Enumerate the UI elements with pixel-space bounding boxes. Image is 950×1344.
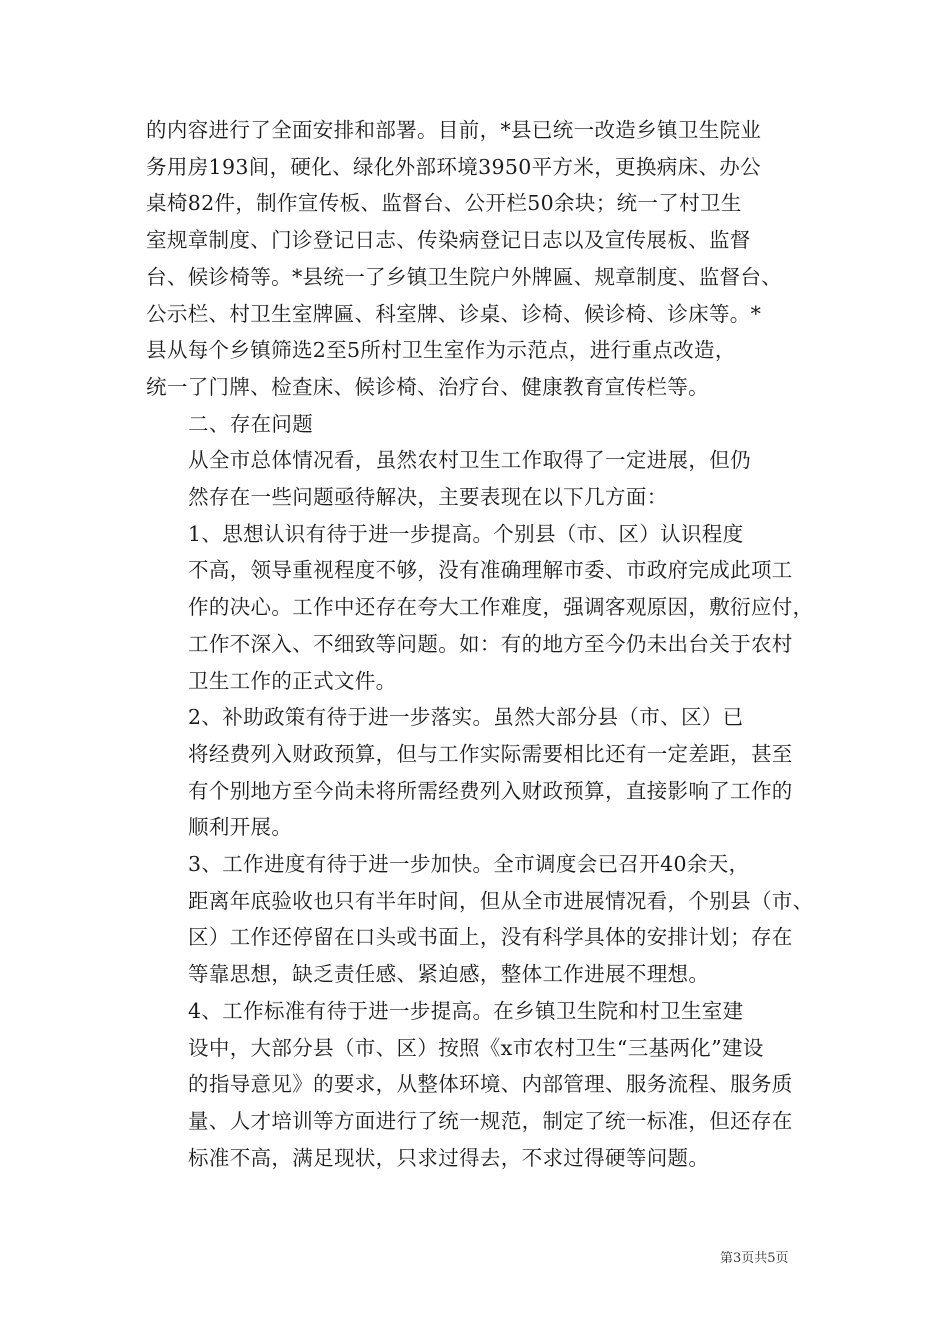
- text-line: 4、工作标准有待于进一步提高。在乡镇卫生院和村卫生室建: [188, 998, 744, 1023]
- text-line: 2、补助政策有待于进一步落实。虽然大部分县（市、区）已: [188, 705, 744, 730]
- text-line: 距离年底验收也只有半年时间，但从全市进展情况看，个别县（市、: [188, 888, 814, 913]
- text-line: 不高，领导重视程度不够，没有准确理解市委、市政府完成此项工: [188, 558, 793, 583]
- text-line: 卫生工作的正式文件。: [188, 668, 397, 693]
- text-line: 室规章制度、门诊登记日志、传染病登记日志以及宣传展板、监督: [146, 228, 751, 253]
- text-line: 二、存在问题: [188, 411, 314, 436]
- text-line: 区）工作还停留在口头或书面上，没有科学具体的安排计划；存在: [188, 925, 793, 950]
- text-line: 顺利开展。: [188, 815, 293, 840]
- text-line: 台、候诊椅等。*县统一了乡镇卫生院户外牌匾、规章制度、监督台、: [146, 264, 783, 289]
- page-footer: 第3页共5页: [720, 1251, 789, 1266]
- text-line: 有个别地方至今尚未将所需经费列入财政预算，直接影响了工作的: [188, 778, 793, 803]
- text-line: 从全市总体情况看，虽然农村卫生工作取得了一定进展，但仍: [188, 448, 751, 473]
- text-line: 的指导意见》的要求，从整体环境、内部管理、服务流程、服务质: [188, 1072, 793, 1097]
- paragraph: [146, 699, 806, 846]
- text-line: 的内容进行了全面安排和部署。目前，*县已统一改造乡镇卫生院业: [146, 118, 762, 142]
- paragraph: [146, 112, 806, 406]
- text-line: 作的决心。工作中还存在夸大工作难度，强调客观原因，敷衍应付，: [188, 595, 814, 620]
- paragraph: [146, 442, 806, 515]
- text-line: 统一了门牌、检查床、候诊椅、治疗台、健康教育宣传栏等。: [146, 374, 709, 399]
- text-line: 标准不高，满足现状，只求过得去，不求过得硬等问题。: [188, 1145, 710, 1170]
- paragraph: [146, 516, 814, 700]
- text-line: 务用房193间，硬化、绿化外部环境3950平方米，更换病床、办公: [146, 154, 761, 179]
- paragraph: [146, 846, 814, 993]
- paragraph: [146, 993, 806, 1177]
- text-line: 桌椅82件，制作宣传板、监督台、公开栏50余块；统一了村卫生: [146, 191, 742, 216]
- text-line: 公示栏、村卫生室牌匾、科室牌、诊桌、诊椅、候诊椅、诊床等。*: [146, 301, 762, 326]
- text-line: 量、人才培训等方面进行了统一规范，制定了统一标准，但还存在: [188, 1108, 793, 1133]
- text-line: 3、工作进度有待于进一步加快。全市调度会已召开40余天，: [188, 852, 750, 877]
- paragraph: [146, 406, 806, 443]
- text-line: 设中，大部分县（市、区）按照《x市农村卫生“三基两化”建设: [188, 1035, 764, 1060]
- text-line: 等靠思想，缺乏责任感、紧迫感，整体工作进展不理想。: [188, 962, 710, 987]
- document-body: [146, 112, 814, 1176]
- text-line: 工作不深入、不细致等问题。如：有的地方至今仍未出台关于农村: [188, 631, 793, 656]
- text-line: 将经费列入财政预算，但与工作实际需要相比还有一定差距，甚至: [188, 741, 793, 766]
- text-line: 县从每个乡镇筛选2至5所村卫生室作为示范点，进行重点改造，: [146, 338, 736, 363]
- text-line: 1、思想认识有待于进一步提高。个别县（市、区）认识程度: [188, 521, 744, 546]
- text-line: 然存在一些问题亟待解决，主要表现在以下几方面：: [188, 485, 668, 510]
